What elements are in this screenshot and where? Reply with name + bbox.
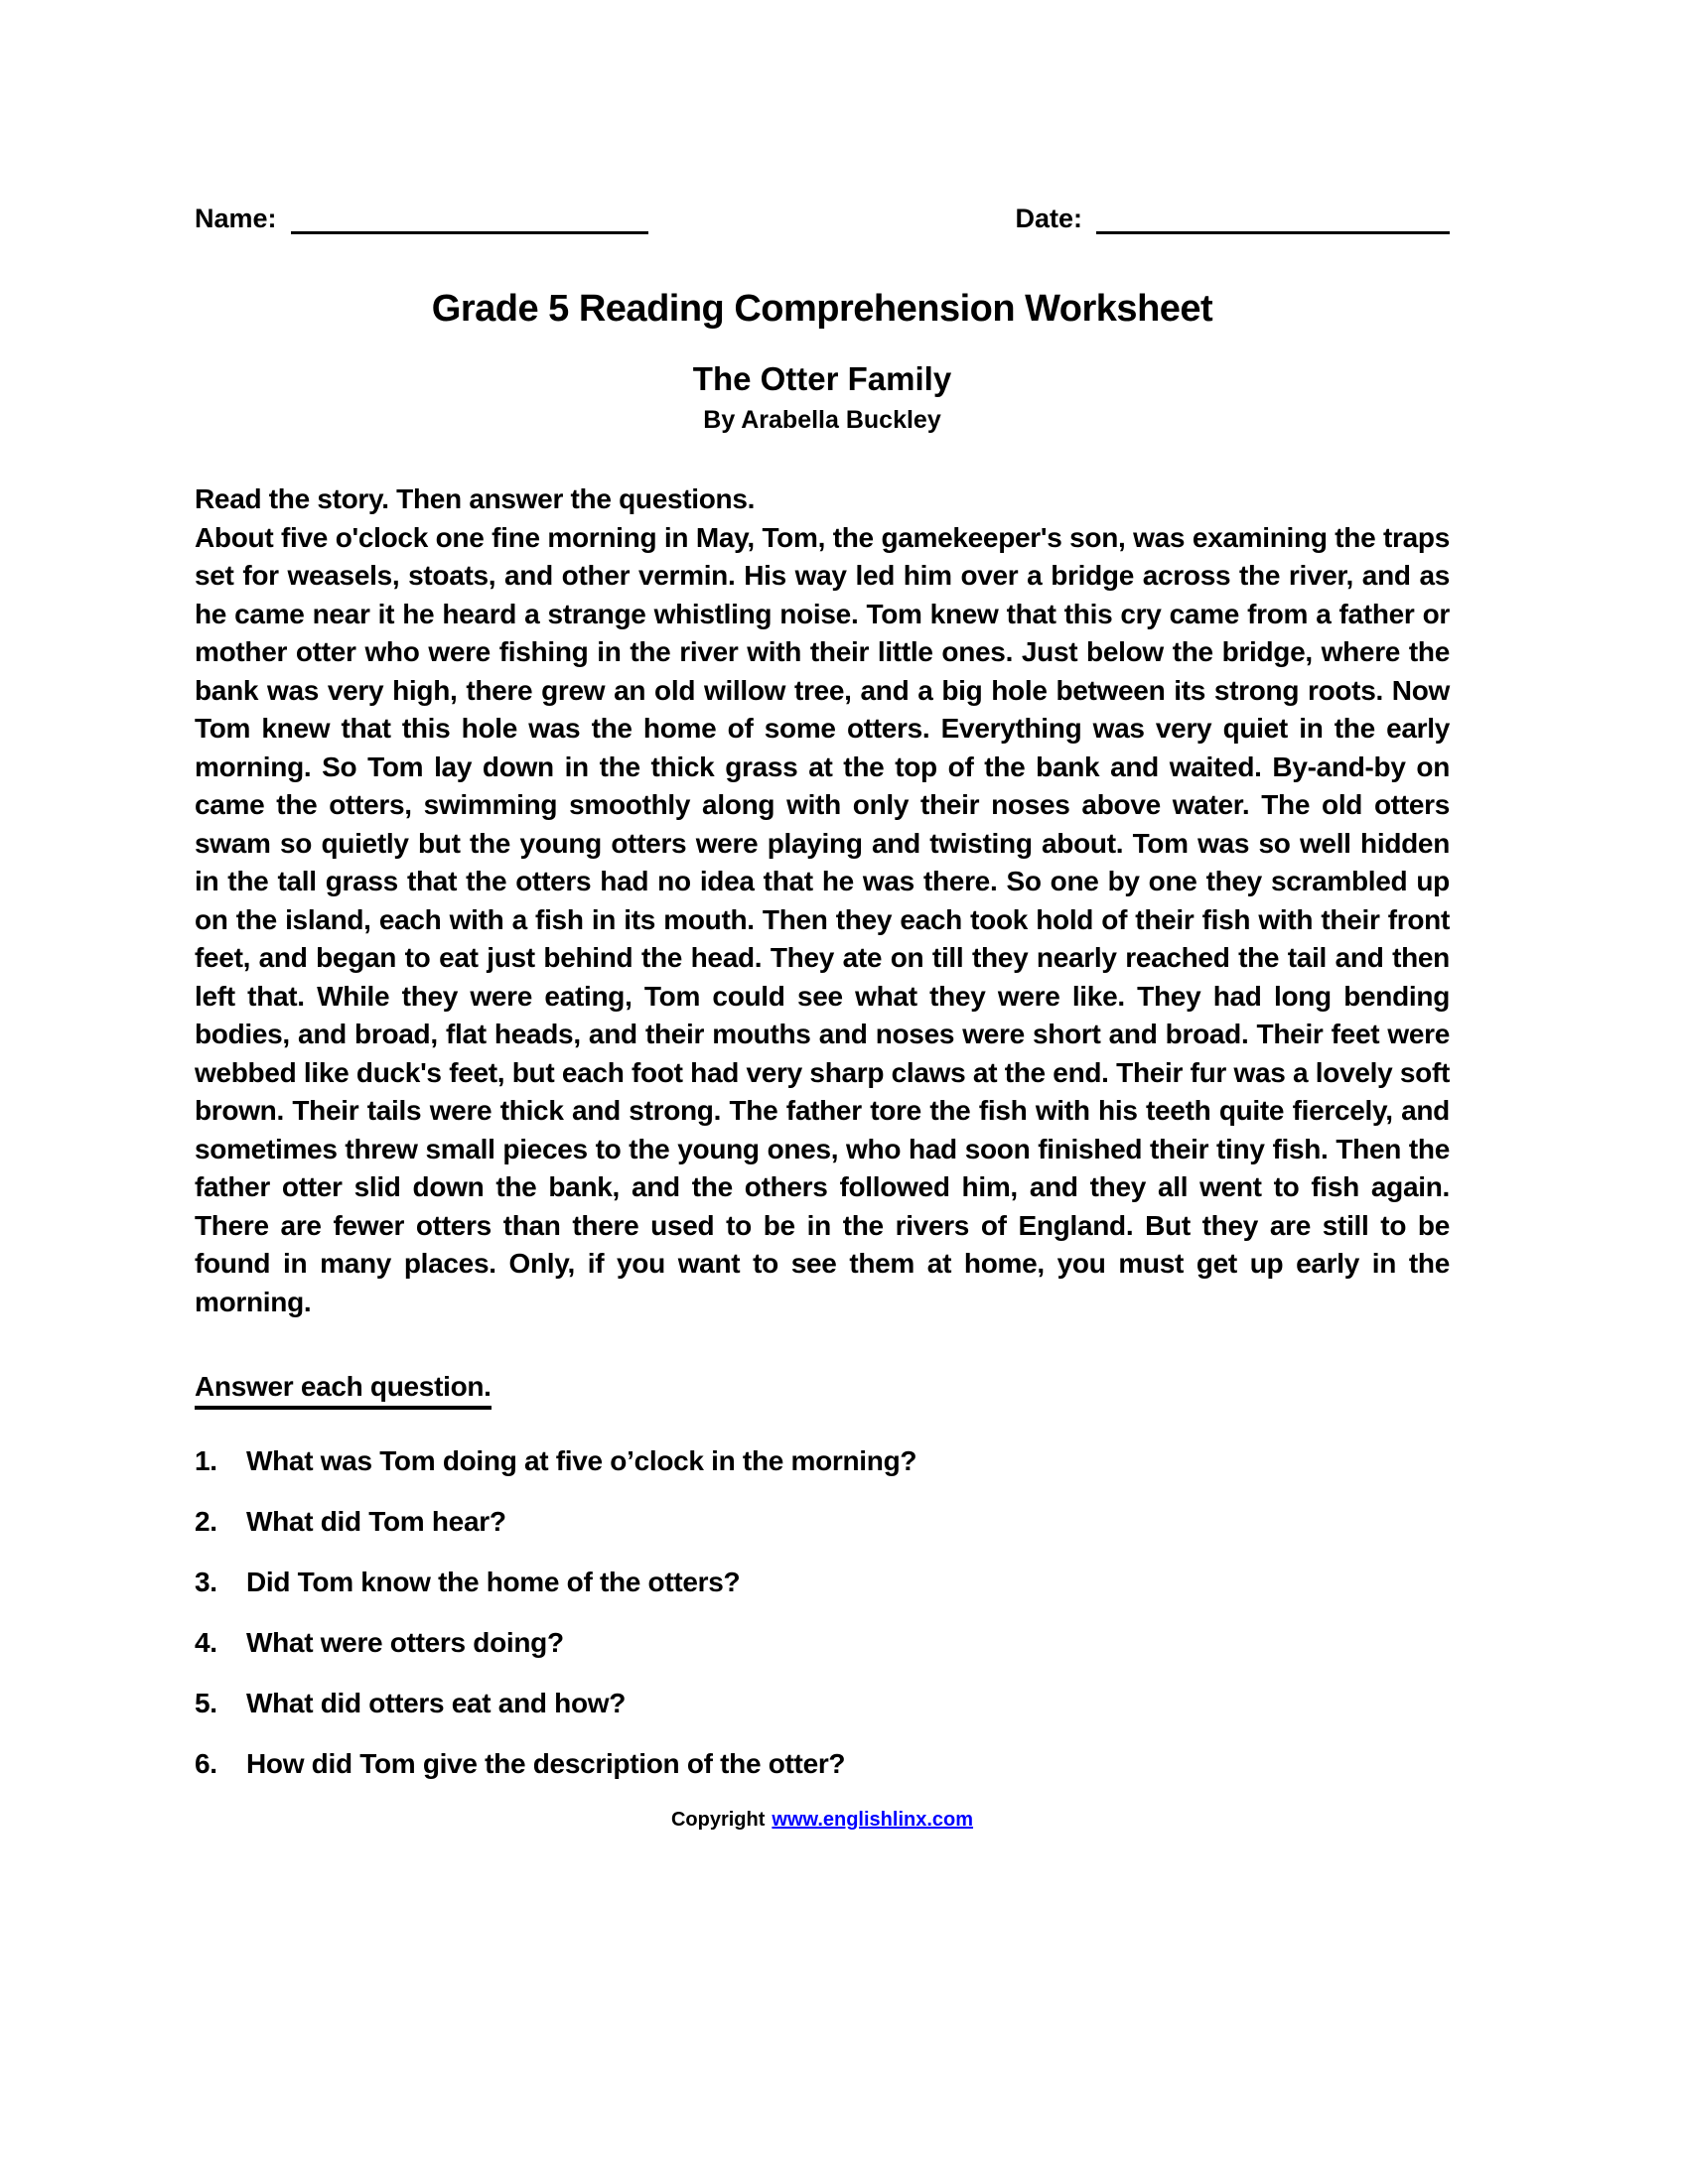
copyright-label: Copyright [670,1809,766,1831]
question-item-4 [195,1627,1450,1659]
question-text: Did Tom know the home of the otters? [246,1567,741,1597]
worksheet-title: Grade 5 Reading Comprehension Worksheet [431,288,1213,330]
question-number: 2. [195,1506,217,1537]
answer-instruction: Answer each question. [195,1371,492,1410]
question-number: 6. [195,1748,217,1779]
question-number: 1. [195,1445,217,1476]
read-instruction: Read the story. Then answer the questions. [195,483,756,514]
question-number: 4. [195,1627,217,1658]
question-item-2 [195,1506,1450,1538]
question-number: 5. [195,1688,217,1718]
date-blank-line [1096,205,1450,234]
name-blank-line [291,205,648,234]
date-field [1015,204,1450,234]
question-item-6 [195,1748,1450,1780]
question-text: How did Tom give the description of the otter? [246,1748,846,1779]
footer [195,1809,1450,1832]
question-text: What were otters doing? [246,1627,564,1658]
story-title: The Otter Family [692,360,952,397]
date-label: Date: [1015,204,1082,233]
question-text: What did Tom hear? [246,1506,506,1537]
question-item-5 [195,1688,1450,1719]
story-author: By Arabella Buckley [703,406,941,434]
name-label: Name: [195,204,277,233]
question-item-1 [195,1445,1450,1477]
story-text: About five o'clock one fine morning in May, Tom, the gamekeeper's son, was examining the traps set for weasels, stoats, and other vermin. His way led him over a bridge across the river, and as he came near it he heard a strange whistling noise. Tom knew that this cry came from a father or mother otter who were fishing in the river with their little ones. Just below the bridge, where the bank was very high, there grew an old willow tree, and a big hole between its strong roots. Now Tom knew that this hole was the home of some otters. Everything was very quiet in the early morning. So Tom lay down in the thick grass at the top of the bank and waited. By-and-by on came the otters, swimming smoothly along with only their noses above water. The old otters swam so quietly but the young otters were playing and twisting about. Tom was so well hidden in the tall grass that the otters had no idea that he was there. So one by one they scrambled up on the island, each with a fish in its mouth. Then they each took hold of their fish with their front feet, and began to eat just behind the head. They ate on till they nearly reached the tail and then left that. While they were eating, Tom could see what they were like. They had long bending bodies, and broad, flat heads, and their mouths and noses were short and broad. Their feet were webbed like duck's feet, but each foot had very sharp claws at the end. Their fur was a lovely soft brown. Their tails were thick and strong. The father tore the fish with his teeth quite fiercely, and sometimes threw small pieces to the young ones, who had soon finished their tiny fish. Then the father otter slid down the bank, and the others followed him, and they all went to fish again. There are fewer otters than there used to be in the rivers of England. But they are still to be found in many places. Only, if you want to see them at home, you must get up early in the morning. [195,521,1450,1317]
name-field [195,204,648,234]
question-number: 3. [195,1567,217,1597]
question-text: What was Tom doing at five o’clock in the morning? [246,1445,917,1476]
englishlinx-link[interactable]: www.englishlinx.com [772,1809,974,1831]
question-item-3 [195,1567,1450,1598]
questions-list [195,1445,1450,1780]
question-text: What did otters eat and how? [246,1688,627,1718]
header-row [195,204,1450,234]
